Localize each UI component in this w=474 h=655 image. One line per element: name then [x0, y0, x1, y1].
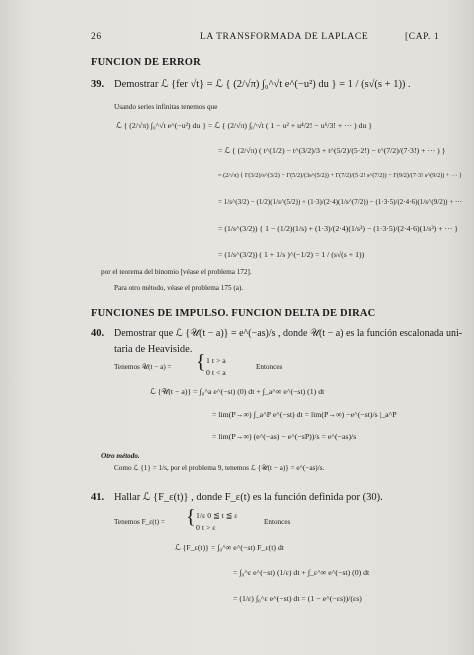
section-title-error-function: FUNCION DE ERROR	[91, 57, 201, 68]
problem-40-statement: Demostrar que ℒ {𝒰(t − a)} = e^(−as)/s , donde 𝒰(t − a) es la función escalonada uni-	[114, 328, 463, 339]
problem-41-case-2: 0 t > ε	[196, 523, 216, 532]
problem-41-have: Tenemos F_ε(t) =	[114, 518, 165, 526]
page-number: 26	[91, 32, 102, 42]
problem-40-case-brace: {	[196, 351, 206, 373]
problem-40-other-method: Otro método.	[101, 452, 140, 460]
problem-41-eq-3: = (1/ε) ∫₀^ε e^(−st) dt = (1 − e^(−εs))/(εs)	[233, 594, 362, 603]
problem-39-number: 39.	[91, 79, 105, 90]
problem-39-eq-5: = (1/s^(3/2)) { 1 − (1/2)(1/s) + (1·3)/(2·4)(1/s²) − (1·3·5)/(2·4·6)(1/s³) + ··· }	[218, 224, 459, 233]
problem-39-eq-4: = 1/s^(3/2) − (1/2)(1/s^(5/2)) + (1·3)/(2·4)(1/s^(7/2)) − (1·3·5)/(2·4·6)(1/s^(9/2)) + ···	[218, 198, 463, 206]
problem-40-eq-2: = lim(P→∞) ∫_a^P e^(−st) dt = lim(P→∞) −e^(−st)/s |_a^P	[212, 410, 397, 419]
problem-39-eq-3: = (2/√π) { Γ(3/2)/s^(3/2) − Γ(5/2)/(3s^(5/2)) + Γ(7/2)/(5·2! s^(7/2)) − Γ(9/2)/(7·3! s^(9/2)) + ··· }	[218, 172, 462, 179]
problem-40-case-1: 1 t > a	[206, 356, 226, 365]
problem-41-then: Entonces	[264, 518, 291, 526]
problem-40-eq-1: ℒ {𝒰(t − a)} = ∫₀^a e^(−st) (0) dt + ∫_a^∞ e^(−st) (1) dt	[150, 387, 325, 396]
problem-40-number: 40.	[91, 328, 105, 339]
problem-41-eq-2: = ∫₀^ε e^(−st) (1/ε) dt + ∫_ε^∞ e^(−st) (0) dt	[233, 568, 370, 577]
problem-39-eq-1: ℒ { (2/√π) ∫₀^√t e^(−u²) du } = ℒ { (2/√π) ∫₀^√t ( 1 − u² + u⁴/2! − u⁶/3! + ··· ) du }	[116, 121, 373, 130]
problem-39-eq-6: = (1/s^(3/2)) ( 1 + 1/s )^(−1/2) = 1 / (s√(s + 1))	[218, 250, 365, 259]
problem-39-note-binomial: por el teorema del binomio [véase el problema 172].	[101, 268, 252, 276]
problem-41-statement: Hallar ℒ {F_ε(t)} , donde F_ε(t) es la función definida por (30).	[114, 492, 383, 503]
problem-39-intro: Usando series infinitas tenemos que	[114, 103, 218, 111]
problem-40-have: Tenemos 𝒰(t − a) =	[114, 363, 172, 371]
problem-40-case-2: 0 t < a	[206, 368, 226, 377]
problem-41-case-1: 1/ε 0 ≦ t ≦ ε	[196, 511, 238, 520]
problem-41-eq-1: ℒ {F_ε(t)} = ∫₀^∞ e^(−st) F_ε(t) dt	[175, 543, 284, 552]
running-title: LA TRANSFORMADA DE LAPLACE	[200, 32, 369, 42]
chapter-label: [CAP. 1	[405, 32, 440, 42]
problem-40-statement-cont: taria de Heaviside.	[114, 344, 193, 355]
problem-40-other-text: Como ℒ {1} = 1/s, por el problema 9, tenemos ℒ {𝒰(t − a)} = e^(−as)/s.	[114, 464, 325, 472]
problem-40-then: Entonces	[256, 363, 283, 371]
problem-39-note-other: Para otro método, véase el problema 175 (a).	[114, 284, 244, 292]
section-title-impulse-functions: FUNCIONES DE IMPULSO. FUNCION DELTA DE DIRAC	[91, 308, 376, 319]
problem-39-statement: Demostrar ℒ {fer √t} = ℒ { (2/√π) ∫₀^√t e^(−u²) du } = 1 / (s√(s + 1)) .	[114, 79, 411, 90]
problem-40-eq-3: = lim(P→∞) (e^(−as) − e^(−sP))/s = e^(−as)/s	[212, 432, 357, 441]
problem-39-eq-2: = ℒ { (2/√π) ( t^(1/2) − t^(3/2)/3 + t^(5/2)/(5·2!) − t^(7/2)/(7·3!) + ··· ) }	[218, 146, 446, 155]
problem-41-case-brace: {	[186, 506, 196, 528]
problem-41-number: 41.	[91, 492, 105, 503]
